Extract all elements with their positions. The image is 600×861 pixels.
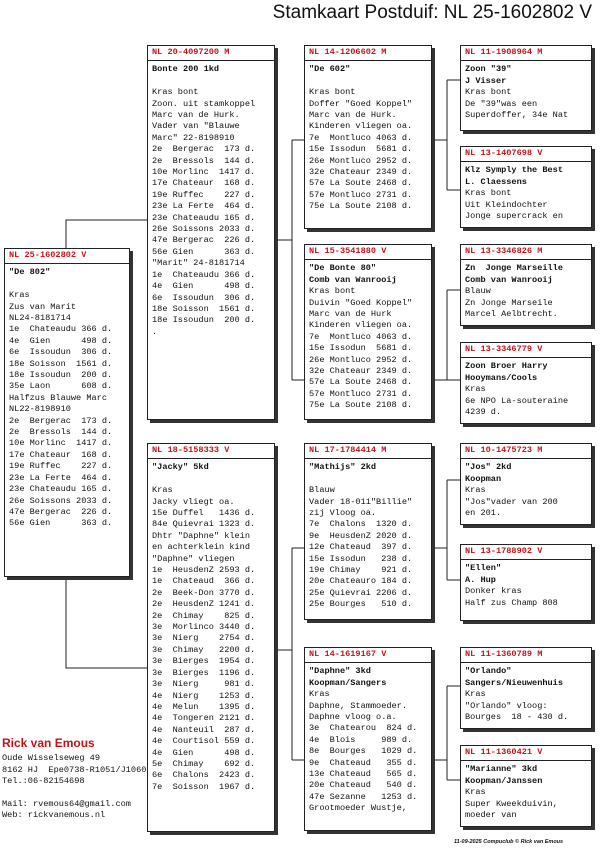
info-line: "Marit" 24-8181714	[152, 258, 245, 269]
info-line	[309, 474, 427, 485]
info-line: De "39"was een	[465, 98, 538, 109]
info-line: 26e Montluco 2952 d.	[309, 354, 413, 365]
info-line: 3e Chatearou 824 d.	[309, 723, 418, 734]
card-fmm	[460, 342, 592, 424]
card-main	[4, 248, 130, 577]
card-fff	[460, 45, 592, 131]
info-line: 7e Montluco 4063 d.	[309, 331, 413, 342]
owner-web[interactable]: Web: rickvanemous.nl	[2, 810, 106, 821]
card-mff	[460, 443, 592, 525]
info-line: 15e Issodun 5681 d.	[309, 343, 413, 354]
info-line: 15e Issodun 238 d.	[309, 553, 413, 564]
info-line: 2e HeusdenZ 1241 d.	[152, 599, 256, 610]
info-line: 5e Chimay 692 d.	[152, 758, 256, 769]
card-mmm	[460, 745, 592, 827]
info-line: Kras bont	[309, 286, 356, 297]
info-line: Blauw	[465, 286, 491, 297]
info-line: 23e La Ferte 464 d.	[152, 201, 256, 212]
info-line: 1e Chateaudu 366 d.	[9, 324, 113, 335]
pigeon-name-line: "De Bonte 80"	[309, 263, 377, 274]
info-line: 47e Sezanne 1253 d.	[309, 791, 418, 802]
card-mmf	[460, 647, 592, 729]
card-body	[461, 761, 591, 823]
pigeon-name-line: Koopman	[465, 473, 502, 484]
ring-number: NL 18-5158333 V	[148, 444, 274, 459]
info-line: 25e Bourges 510 d.	[309, 599, 413, 610]
connector-mf-parents	[432, 480, 462, 580]
card-body	[305, 61, 431, 214]
info-line: 9e HeusdenZ 2020 d.	[309, 530, 413, 541]
info-line: 23e Chateaudu 165 d.	[9, 484, 113, 495]
info-line: 2e Bressols 144 d.	[152, 155, 256, 166]
pigeon-name-line: Klz Symply the Best	[465, 165, 563, 176]
info-line: 18e Issoudun 200 d.	[152, 315, 256, 326]
owner-address-line-2: 8162 HJ Epe0738-R1051/J1060	[2, 764, 147, 775]
info-line: 23e Chateaudu 165 d.	[152, 212, 256, 223]
info-line: 84e Quievrai 1323 d.	[152, 519, 256, 530]
info-line: Super Kweekduivin,	[465, 798, 558, 809]
connector-mother-parents	[276, 548, 306, 760]
connector-ff-parents	[432, 80, 462, 190]
pigeon-name-line: "Marianne" 3kd	[465, 764, 538, 775]
info-line: Duivin "Goed Koppel"	[309, 297, 413, 308]
info-line: 4e Courtisol 559 d.	[152, 736, 256, 747]
pigeon-name-line: Zoon Broer Harry	[465, 361, 548, 372]
info-line: 10e Morlinc 1417 d.	[152, 167, 256, 178]
info-line: 19e Ruffec 227 d.	[9, 461, 113, 472]
info-line: 2e Bergerac 173 d.	[9, 415, 113, 426]
info-line: 75e La Soute 2108 d.	[309, 201, 413, 212]
ring-number: NL 15-3541880 V	[305, 245, 431, 260]
connector-fm-parents	[432, 290, 462, 380]
info-line: 10e Morlinc 1417 d.	[9, 438, 113, 449]
info-line: 1e HeusdenZ 2593 d.	[152, 565, 256, 576]
info-line: Marcel Aelbtrecht.	[465, 309, 558, 320]
pigeon-name-line: A. Hup	[465, 574, 496, 585]
card-body	[461, 560, 591, 611]
info-line: 6e Chalons 2423 d.	[152, 770, 256, 781]
info-line: moeder van	[465, 810, 517, 821]
info-line: 47e Bergerac 226 d.	[152, 235, 256, 246]
owner-address-line-1: Oude Wisselseweg 49	[2, 753, 100, 764]
info-line: "Jos"vader van 200	[465, 496, 558, 507]
info-line: 18e Soisson 1561 d.	[9, 358, 113, 369]
ring-number: NL 14-1206602 M	[305, 46, 431, 61]
card-body	[305, 459, 431, 612]
info-line: Marc van de Hurk.	[152, 110, 240, 121]
connector-father-parents	[276, 140, 306, 380]
info-line	[152, 76, 270, 87]
info-line: Kinderen vliegen oa.	[309, 320, 413, 331]
page-title: Stamkaart Postduif: NL 25-1602802 V	[272, 2, 592, 23]
info-line: 13e Chateaud 565 d.	[309, 769, 418, 780]
info-line: 25e Quievrai 2206 d.	[309, 587, 413, 598]
card-mother-mother	[304, 647, 432, 831]
info-line: 6e Issoudun 306 d.	[152, 292, 256, 303]
info-line: 3e Nierg 2754 d.	[152, 633, 256, 644]
card-body	[305, 260, 431, 413]
pigeon-name-line: "De 602"	[309, 64, 351, 75]
pigeon-name-line: Zn Jonge Marseille	[465, 263, 563, 274]
info-line: zij Vloog oa.	[309, 508, 377, 519]
info-line: Kras	[465, 485, 486, 496]
info-line: 20e Chateaud 540 d.	[309, 780, 418, 791]
info-line: 32e Chateaur 2349 d.	[309, 167, 413, 178]
info-line: Daphne vloog o.a.	[309, 712, 397, 723]
info-line: Kras	[465, 384, 486, 395]
card-body	[461, 162, 591, 224]
info-line: 7e Chalons 1320 d.	[309, 519, 413, 530]
info-line: 18e Issoudun 200 d.	[9, 370, 113, 381]
card-mother-father	[304, 443, 432, 620]
ring-number: NL 11-1360789 M	[461, 648, 591, 663]
pigeon-name-line: "Daphne" 3kd	[309, 666, 371, 677]
info-line: Kras	[152, 485, 173, 496]
info-line: 32e Chateaur 2349 d.	[309, 366, 413, 377]
ring-number: NL 25-1602802 V	[5, 249, 129, 264]
card-body	[305, 663, 431, 816]
info-line: Doffer "Goed Koppel"	[309, 98, 413, 109]
ring-number: NL 20-4097200 M	[148, 46, 274, 61]
info-line: 7e Soisson 1967 d.	[152, 781, 256, 792]
card-body	[461, 459, 591, 521]
card-body	[148, 459, 274, 795]
card-father-mother	[304, 244, 432, 420]
card-mfm	[460, 544, 592, 621]
info-line: Vader van "Blauwe	[152, 121, 240, 132]
connector-main-mother	[66, 580, 150, 668]
info-line: NL22-8198910	[9, 404, 71, 415]
pigeon-name-line: "Jacky" 5kd	[152, 462, 209, 473]
info-line: Halfzus Blauwe Marc	[9, 392, 107, 403]
info-line: Kras bont	[465, 87, 512, 98]
info-line: Blauw	[309, 485, 335, 496]
ring-number: NL 17-1784414 M	[305, 444, 431, 459]
pigeon-name-line: "Ellen"	[465, 563, 502, 574]
info-line: Grootmoeder Wustje,	[309, 803, 407, 814]
info-line: 8e Bourges 1029 d.	[309, 746, 418, 757]
info-line: Dhtr "Daphne" klein	[152, 530, 250, 541]
info-line: 17e Chateaur 168 d.	[152, 178, 256, 189]
ring-number: NL 11-1908964 M	[461, 46, 591, 61]
info-line: 3e Nierg 981 d.	[152, 679, 256, 690]
info-line: 2e Beek-Don 3770 d.	[152, 587, 256, 598]
info-line: 75e La Soute 2108 d.	[309, 400, 413, 411]
info-line: 1e Chateaud 366 d.	[152, 576, 256, 587]
info-line: Zus van Marit	[9, 301, 77, 312]
info-line: 57e Montluco 2731 d.	[309, 189, 413, 200]
info-line: 26e Soissons 2033 d.	[152, 224, 256, 235]
ring-number: NL 10-1475723 M	[461, 444, 591, 459]
info-line: 2e Bergerac 173 d.	[152, 144, 256, 155]
info-line: NL24-8181714	[9, 313, 71, 324]
ring-number: NL 13-1788902 V	[461, 545, 591, 560]
info-line: 18e Soisson 1561 d.	[152, 303, 256, 314]
owner-phone: Tel.:06-82154698	[2, 776, 85, 787]
pigeon-name-line: Sangers/Nieuwenhuis	[465, 677, 563, 688]
info-line: Half zus Champ 808	[465, 597, 558, 608]
info-line: 4239 d.	[465, 407, 502, 418]
info-line: Kras	[309, 689, 330, 700]
pigeon-name-line: "Jos" 2kd	[465, 462, 512, 473]
info-line: 4e Gien 498 d.	[152, 747, 256, 758]
info-line: Donker kras	[465, 586, 522, 597]
info-line: 2e Bressols 144 d.	[9, 427, 113, 438]
info-line: Kras	[465, 787, 486, 798]
pigeon-name-line: Zoon "39"	[465, 64, 512, 75]
info-line: Kras bont	[309, 87, 356, 98]
info-line: Daphne, Stammoeder.	[309, 700, 407, 711]
info-line: 2e Chimay 825 d.	[152, 610, 256, 621]
info-line: Superdoffer, 34e Nat	[465, 110, 569, 121]
card-father-father	[304, 45, 432, 229]
pigeon-name-line: Hooymans/Cools	[465, 372, 538, 383]
info-line: Zoon. uit stamkoppel	[152, 98, 256, 109]
ring-number: NL 13-3346826 M	[461, 245, 591, 260]
card-body	[461, 61, 591, 123]
info-line: en 201.	[465, 508, 502, 519]
info-line: 35e Laon 608 d.	[9, 381, 113, 392]
card-fmf	[460, 244, 592, 326]
info-line: 26e Soissons 2033 d.	[9, 495, 113, 506]
info-line: 1e Chateaudu 366 d.	[152, 269, 256, 280]
info-line: "Daphne" vliegen	[152, 553, 235, 564]
footer-credit: 11-09-2025 Compuclub © Rick van Emous	[454, 839, 564, 845]
card-body	[5, 264, 129, 531]
info-line: Marc" 22-8198910	[152, 132, 235, 143]
info-line: Jonge supercrack en	[465, 211, 563, 222]
info-line: Bourges 18 - 430 d.	[465, 712, 569, 723]
card-body	[461, 260, 591, 322]
info-line: 26e Montluco 2952 d.	[309, 155, 413, 166]
info-line: Kras	[9, 290, 30, 301]
info-line: 15e Issodun 5681 d.	[309, 144, 413, 155]
info-line: 19e Chimay 921 d.	[309, 565, 413, 576]
info-line: 56e Gien 363 d.	[9, 518, 113, 529]
info-line: 4e Gien 498 d.	[152, 281, 256, 292]
info-line: Jacky vliegt oa.	[152, 496, 235, 507]
info-line	[309, 76, 427, 87]
info-line: Marc van de Hurk.	[309, 110, 397, 121]
card-mother	[147, 443, 275, 832]
info-line: Uit Kleindochter	[465, 199, 548, 210]
info-line: 19e Ruffec 227 d.	[152, 189, 256, 200]
info-line: Vader 18-011"Billie"	[309, 496, 413, 507]
info-line: 57e Montluco 2731 d.	[309, 388, 413, 399]
info-line: 4e Nierg 1253 d.	[152, 690, 256, 701]
info-line: 47e Bergerac 226 d.	[9, 506, 113, 517]
connector-mm-parents	[432, 686, 462, 780]
info-line: 6e Issoudun 306 d.	[9, 347, 113, 358]
ring-number: NL 13-3346779 V	[461, 343, 591, 358]
card-ffm	[460, 146, 592, 228]
pigeon-name-line: "Mathijs" 2kd	[309, 462, 377, 473]
info-line: 4e Nanteuil 287 d.	[152, 724, 256, 735]
info-line: 7e Montluco 4063 d.	[309, 132, 413, 143]
info-line: 3e Chimay 2200 d.	[152, 644, 256, 655]
info-line: 9e Chateaud 355 d.	[309, 757, 418, 768]
owner-name: Rick van Emous	[2, 736, 95, 750]
info-line: .	[152, 326, 158, 337]
owner-info	[2, 738, 146, 821]
pigeon-name-line: Comb van Wanrooij	[309, 274, 397, 285]
info-line: 6e NPO La-souteraine	[465, 395, 569, 406]
info-line: 4e Blois 989 d.	[309, 734, 413, 745]
card-body	[461, 663, 591, 725]
card-body	[461, 358, 591, 420]
info-line: 3e Bierges 1954 d.	[152, 656, 256, 667]
info-line: 15e Duffel 1436 d.	[152, 508, 256, 519]
ring-number: NL 13-1407698 V	[461, 147, 591, 162]
info-line: 56e Gien 363 d.	[152, 246, 256, 257]
info-line: 20e Chateauro 184 d.	[309, 576, 413, 587]
info-line: 4e Tongeren 2121 d.	[152, 713, 256, 724]
info-line: Kras	[465, 689, 486, 700]
card-father	[147, 45, 275, 420]
pigeon-name-line: "De 802"	[9, 267, 51, 278]
info-line: 3e Bierges 1196 d.	[152, 667, 256, 678]
info-line: Marc van de Hurk	[309, 309, 392, 320]
info-line: 57e La Soute 2468 d.	[309, 178, 413, 189]
info-line: Kras bont	[152, 87, 199, 98]
info-line: Zn Jonge Marseile	[465, 297, 553, 308]
info-line: 4e Gien 498 d.	[9, 335, 113, 346]
info-line	[152, 474, 270, 485]
ring-number: NL 14-1619167 V	[305, 648, 431, 663]
pigeon-name-line: "Orlando"	[465, 666, 512, 677]
info-line: "Orlando" vloog:	[465, 700, 548, 711]
ring-number: NL 11-1360421 V	[461, 746, 591, 761]
pigeon-name-line: Comb van Wanrooij	[465, 274, 553, 285]
info-line: Kinderen vliegen oa.	[309, 121, 413, 132]
info-line: 17e Chateaur 168 d.	[9, 449, 113, 460]
info-line: 57e La Soute 2468 d.	[309, 377, 413, 388]
info-line: Kras bont	[465, 188, 512, 199]
card-body	[148, 61, 274, 340]
info-line: en achterklein kind	[152, 542, 250, 553]
info-line	[9, 279, 125, 290]
info-line: 23e La Ferte 464 d.	[9, 472, 113, 483]
pigeon-name-line: Koopman/Sangers	[309, 677, 387, 688]
pigeon-name-line: Bonte 200 1kd	[152, 64, 220, 75]
pigeon-name-line: Koopman/Janssen	[465, 775, 543, 786]
owner-mail[interactable]: Mail: rvemous64@gmail.com	[2, 798, 131, 809]
pigeon-name-line: J Visser	[465, 75, 507, 86]
pigeon-name-line: L. Claessens	[465, 176, 527, 187]
info-line: 12e Chateaud 397 d.	[309, 542, 413, 553]
info-line: 3e Morlinco 3440 d.	[152, 622, 256, 633]
info-line: 4e Melun 1395 d.	[152, 701, 256, 712]
